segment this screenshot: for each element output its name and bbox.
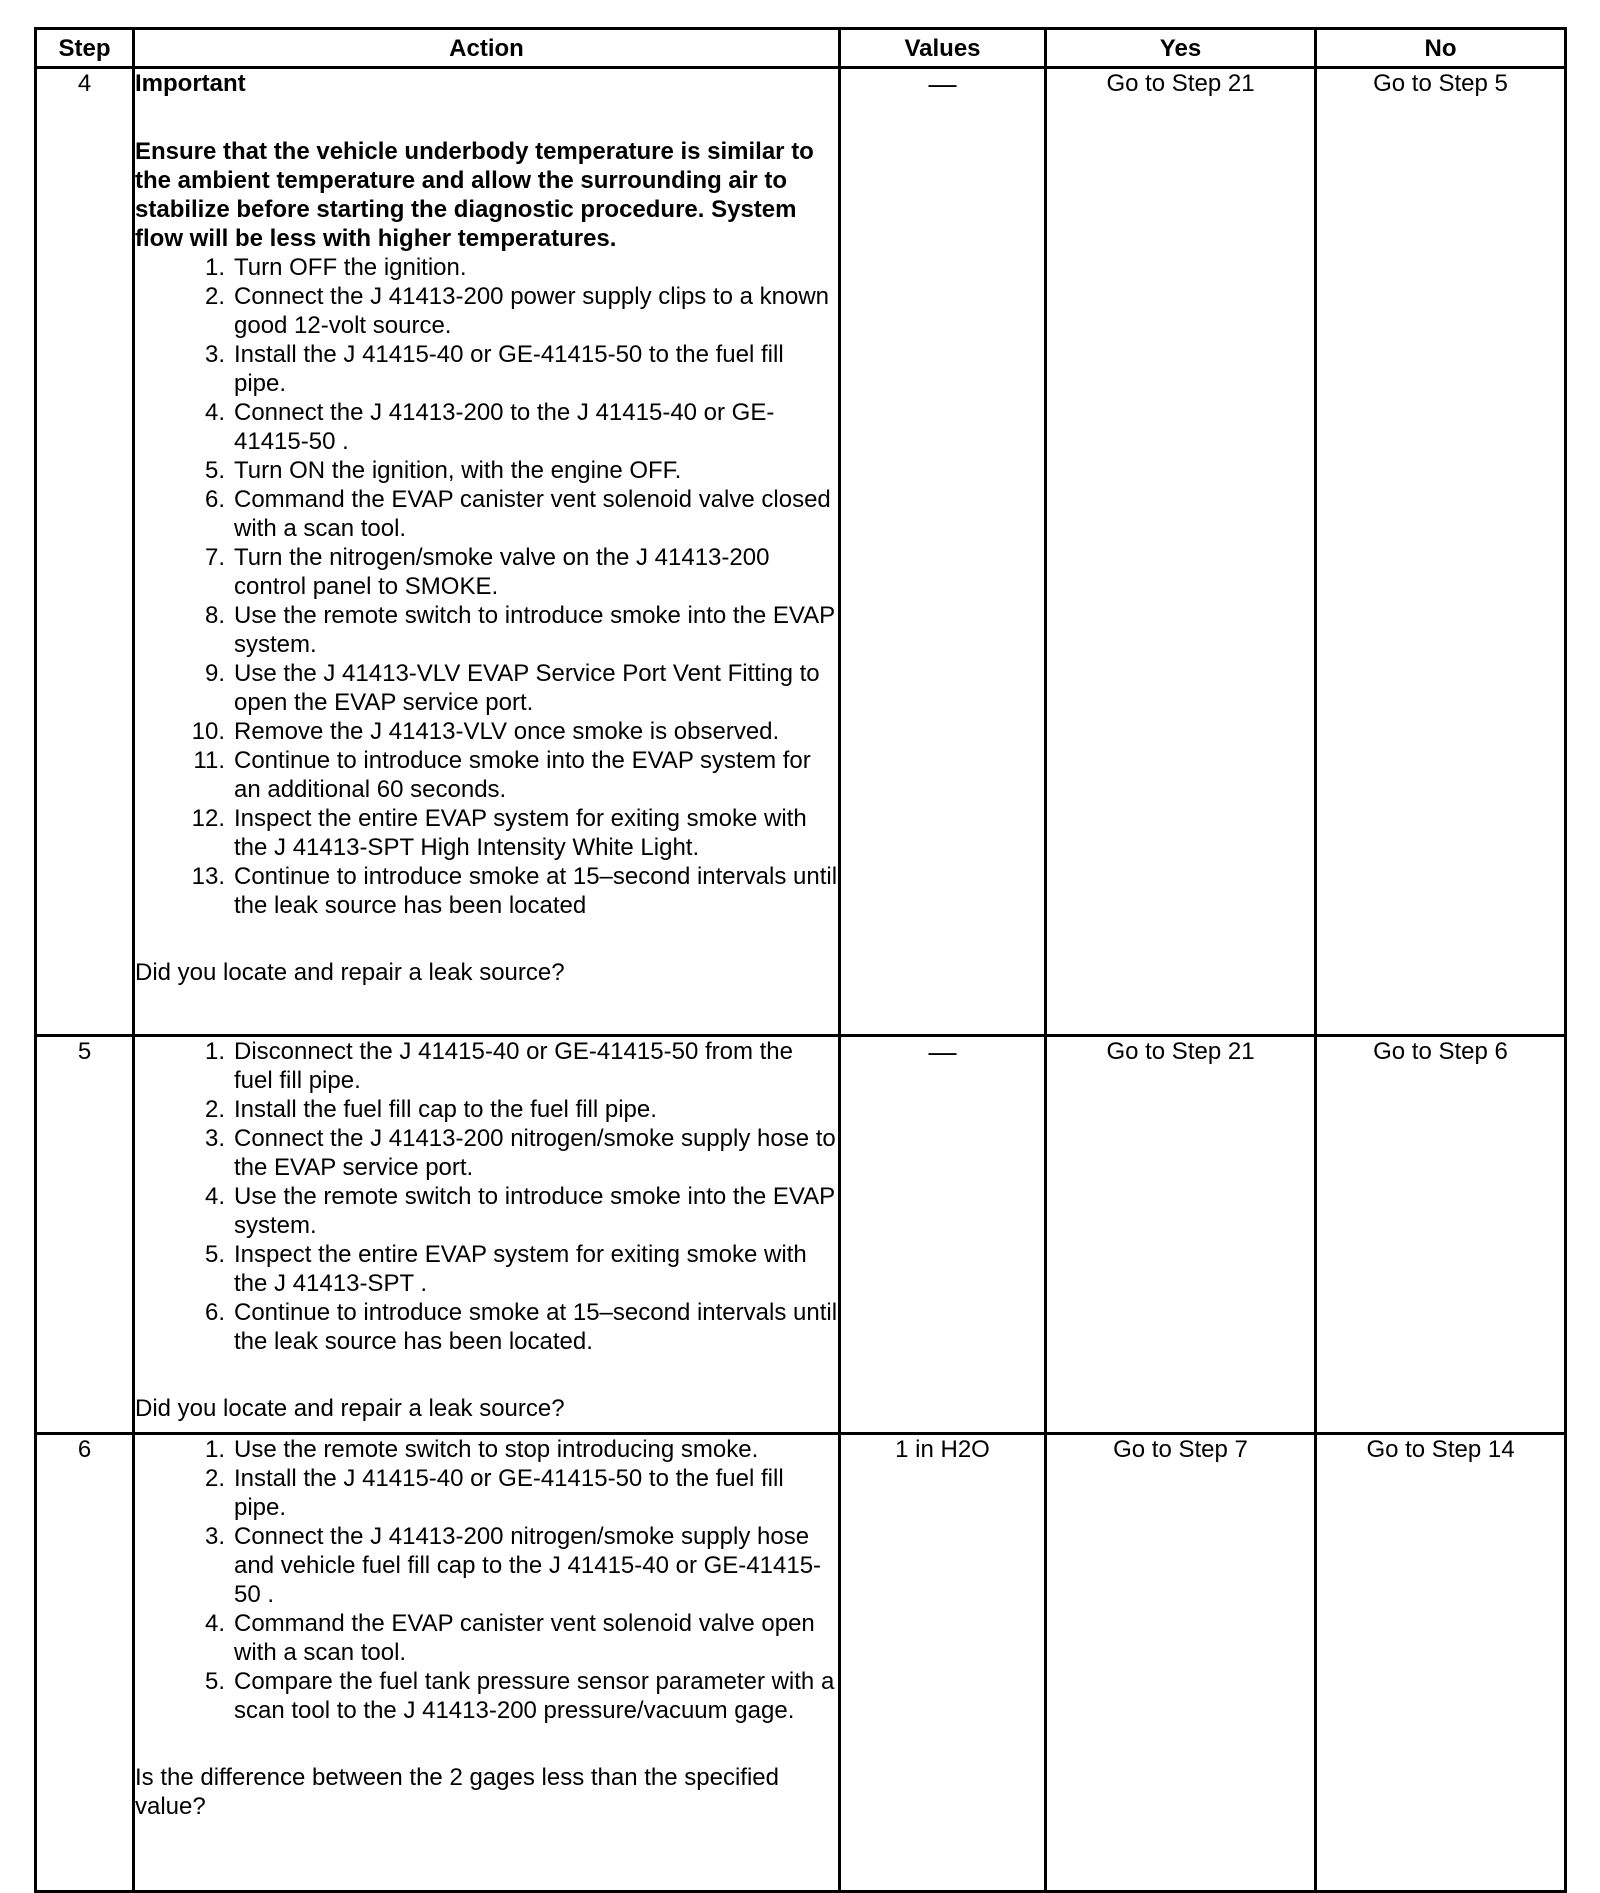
table-row-step-6 (36, 1434, 1566, 1892)
list-item (135, 253, 838, 282)
list-item-text: Inspect the entire EVAP system for exiting smoke with the J 41413-SPT High Intensity White Light. (234, 805, 807, 861)
list-item-text: Use the J 41413-VLV EVAP Service Port Vent Fitting to open the EVAP service port. (234, 660, 820, 716)
yes-link[interactable]: Go to Step 21 (1046, 68, 1316, 1036)
list-item-text: Turn OFF the ignition. (234, 254, 467, 281)
list-item-text: Continue to introduce smoke at 15–second intervals until the leak source has been located (234, 863, 838, 919)
list-item (135, 1037, 838, 1095)
list-item (135, 1609, 838, 1667)
list-item (135, 601, 838, 659)
action-cell (134, 1036, 840, 1434)
list-item-text: Remove the J 41413-VLV once smoke is observed. (234, 718, 780, 745)
list-item-number: 1. (204, 254, 225, 281)
list-item-number: 4. (204, 1610, 225, 1637)
list-item (135, 746, 838, 804)
list-item-number: 1. (204, 1038, 225, 1065)
values-cell (840, 1434, 1046, 1892)
list-item-text: Command the EVAP canister vent solenoid valve closed with a scan tool. (234, 486, 831, 542)
table-row-step-4 (36, 68, 1566, 1036)
yes-link[interactable]: Go to Step 7 (1046, 1434, 1316, 1892)
list-item (135, 804, 838, 862)
list-item-number: 4. (204, 1183, 225, 1210)
header-yes: Yes (1046, 29, 1316, 68)
value-text: — (928, 1036, 957, 1067)
list-item-text: Connect the J 41413-200 nitrogen/smoke supply hose and vehicle fuel fill cap to the J 41415-40 or GE-41415-50 . (234, 1523, 822, 1608)
step-number: 5 (36, 1036, 134, 1434)
header-values: Values (840, 29, 1046, 68)
list-item (135, 1182, 838, 1240)
list-item-text: Connect the J 41413-200 to the J 41415-40 or GE-41415-50 . (234, 399, 775, 455)
list-item-text: Continue to introduce smoke at 15–second intervals until the leak source has been located. (234, 1299, 838, 1355)
list-item-text: Use the remote switch to stop introducing smoke. (234, 1436, 759, 1463)
list-item-number: 2. (204, 1096, 225, 1123)
list-item (135, 1522, 838, 1609)
list-item (135, 862, 838, 920)
list-item (135, 1124, 838, 1182)
table-row-step-5 (36, 1036, 1566, 1434)
action-cell (134, 1434, 840, 1892)
diagnostic-table (34, 27, 1567, 1893)
header-row (36, 29, 1566, 68)
important-body: Ensure that the vehicle underbody temperature is similar to the ambient temperature and allow the surrounding air to stabilize before starting the diagnostic procedure. System flow will be less with higher temperatures. (135, 138, 814, 252)
list-item-text: Compare the fuel tank pressure sensor parameter with a scan tool to the J 41413-200 pressure/vacuum gage. (234, 1668, 835, 1724)
no-link[interactable]: Go to Step 6 (1316, 1036, 1566, 1434)
value-text: 1 in H2O (895, 1436, 990, 1463)
list-item-text: Turn the nitrogen/smoke valve on the J 41413-200 control panel to SMOKE. (234, 544, 770, 600)
list-item-number: 6. (204, 1299, 225, 1326)
list-item-text: Install the fuel fill cap to the fuel fill pipe. (234, 1096, 657, 1123)
list-item (135, 398, 838, 456)
list-item-number: 1. (204, 1436, 225, 1463)
list-item-number: 3. (204, 341, 225, 368)
no-link[interactable]: Go to Step 5 (1316, 68, 1566, 1036)
list-item-number: 5. (204, 1668, 225, 1695)
list-item-number: 12. (191, 805, 225, 832)
list-item-number: 7. (204, 544, 225, 571)
list-item (135, 485, 838, 543)
list-item-text: Disconnect the J 41415-40 or GE-41415-50 from the fuel fill pipe. (234, 1038, 793, 1094)
action-list (135, 1435, 838, 1725)
list-item-number: 5. (204, 457, 225, 484)
list-item-text: Command the EVAP canister vent solenoid valve open with a scan tool. (234, 1610, 815, 1666)
list-item (135, 1435, 838, 1464)
list-item-number: 2. (204, 283, 225, 310)
important-title: Important (135, 70, 246, 97)
header-action: Action (134, 29, 840, 68)
list-item-number: 2. (204, 1465, 225, 1492)
list-item-number: 8. (204, 602, 225, 629)
list-item-number: 3. (204, 1125, 225, 1152)
list-item-text: Install the J 41415-40 or GE-41415-50 to the fuel fill pipe. (234, 1465, 784, 1521)
list-item (135, 282, 838, 340)
list-item-text: Use the remote switch to introduce smoke into the EVAP system. (234, 1183, 835, 1239)
list-item (135, 1298, 838, 1356)
action-list (135, 253, 838, 920)
question-text: Did you locate and repair a leak source? (135, 1395, 565, 1422)
list-item (135, 659, 838, 717)
list-item-number: 4. (204, 399, 225, 426)
values-cell (840, 68, 1046, 1036)
yes-link[interactable]: Go to Step 21 (1046, 1036, 1316, 1434)
action-list (135, 1037, 838, 1356)
list-item (135, 1667, 838, 1725)
step-number: 6 (36, 1434, 134, 1892)
action-cell (134, 68, 840, 1036)
list-item-text: Connect the J 41413-200 nitrogen/smoke supply hose to the EVAP service port. (234, 1125, 836, 1181)
list-item-text: Turn ON the ignition, with the engine OFF. (234, 457, 682, 484)
list-item (135, 1095, 838, 1124)
list-item (135, 340, 838, 398)
list-item (135, 543, 838, 601)
step-number: 4 (36, 68, 134, 1036)
list-item-number: 6. (204, 486, 225, 513)
question-text: Is the difference between the 2 gages less than the specified value? (135, 1764, 779, 1820)
list-item-text: Use the remote switch to introduce smoke into the EVAP system. (234, 602, 835, 658)
list-item-number: 3. (204, 1523, 225, 1550)
list-item-number: 9. (204, 660, 225, 687)
list-item-number: 10. (191, 718, 225, 745)
list-item-text: Inspect the entire EVAP system for exiting smoke with the J 41413-SPT . (234, 1241, 807, 1297)
header-no: No (1316, 29, 1566, 68)
header-step: Step (36, 29, 134, 68)
list-item (135, 1240, 838, 1298)
list-item (135, 717, 838, 746)
list-item-text: Connect the J 41413-200 power supply clips to a known good 12-volt source. (234, 283, 830, 339)
list-item-text: Continue to introduce smoke into the EVAP system for an additional 60 seconds. (234, 747, 811, 803)
question-text: Did you locate and repair a leak source? (135, 959, 565, 986)
no-link[interactable]: Go to Step 14 (1316, 1434, 1566, 1892)
list-item-text: Install the J 41415-40 or GE-41415-50 to the fuel fill pipe. (234, 341, 784, 397)
list-item (135, 456, 838, 485)
list-item (135, 1464, 838, 1522)
value-text: — (928, 68, 957, 99)
values-cell (840, 1036, 1046, 1434)
list-item-number: 11. (193, 747, 225, 774)
list-item-number: 13. (191, 863, 225, 890)
list-item-number: 5. (204, 1241, 225, 1268)
